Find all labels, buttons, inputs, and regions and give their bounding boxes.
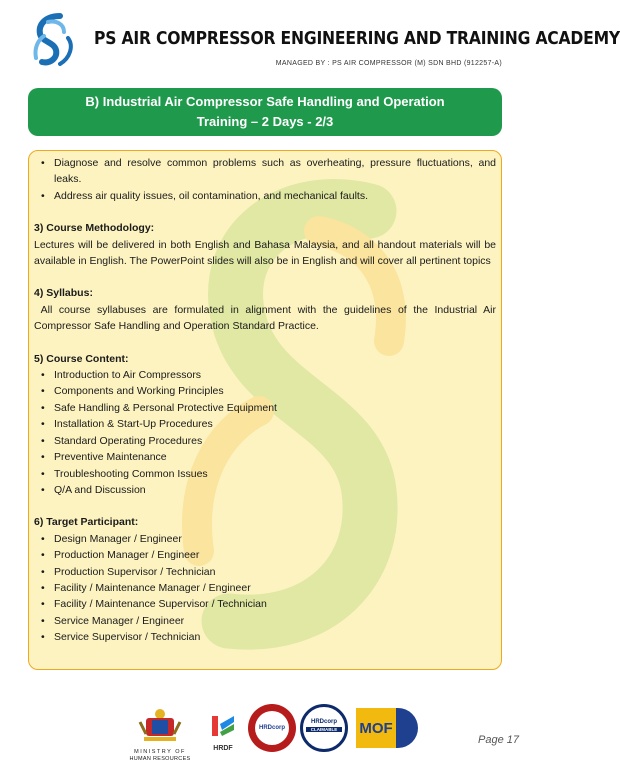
course-title-line-2: Training – 2 Days - 2/3 (196, 114, 334, 129)
mof-label: MOF (356, 708, 396, 748)
list-item: • Standard Operating Procedures (34, 433, 496, 449)
hrdcorp-claimable-brand: HRDcorp (310, 719, 337, 725)
list-item: • Diagnose and resolve common problems such as overheating, pressure fluctuations, and leaks. (34, 155, 496, 188)
mof-logo-icon (356, 708, 418, 748)
hrdcorp-registered-label: HRDcorp (255, 711, 289, 745)
methodology-heading: 3) Course Methodology: (34, 222, 155, 235)
methodology-text: Lectures will be delivered in both English and Bahasa Malaysia, and all handout materials will be available in English. The PowerPoint slides will also be in English and will cover all pertinent topics (34, 238, 496, 268)
list-item: • Address air quality issues, oil contamination, and mechanical faults. (34, 188, 496, 204)
course-content-heading: 5) Course Content: (34, 352, 129, 365)
list-item: • Troubleshooting Common Issues (34, 466, 496, 482)
course-content-list (34, 367, 496, 498)
hrdcorp-claimable-badge-icon (300, 704, 348, 752)
list-item: • Safe Handling & Personal Protective Equipment (34, 400, 496, 416)
list-item: • Production Manager / Engineer (34, 547, 496, 563)
hrdcorp-claimable-label: CLAIMABLE (306, 727, 342, 732)
list-item: • Installation & Start-Up Procedures (34, 416, 496, 432)
hrdcorp-registered-badge-icon (248, 704, 296, 752)
syllabus-text: All course syllabuses are formulated in alignment with the guidelines of the Industrial Air Compressor Safe Handling and Operation Standard Practice. (34, 303, 499, 333)
page-number: Page 17 (478, 734, 519, 746)
target-participant-list (34, 531, 496, 646)
hrdf-label: HRDF (213, 745, 233, 752)
list-item: • Production Supervisor / Technician (34, 564, 496, 580)
ministry-label-2: HUMAN RESOURCES (129, 756, 191, 762)
academy-title: PS AIR COMPRESSOR ENGINEERING AND TRAINING ACADEMY (94, 28, 620, 49)
list-item: • Design Manager / Engineer (34, 531, 496, 547)
page-header (0, 0, 620, 82)
managed-by-text: MANAGED BY : PS AIR COMPRESSOR (M) SDN BHD (912257-A) (275, 60, 502, 67)
list-item: • Service Manager / Engineer (34, 613, 496, 629)
footer-logos (0, 700, 542, 768)
list-item: • Q/A and Discussion (34, 482, 496, 498)
list-item: • Introduction to Air Compressors (34, 367, 496, 383)
list-item: • Service Supervisor / Technician (34, 629, 496, 645)
course-details-panel (28, 150, 502, 670)
list-item: • Facility / Maintenance Manager / Engineer (34, 580, 496, 596)
course-title-banner (28, 88, 502, 136)
ministry-crest-icon (128, 704, 192, 764)
ministry-label-1: MINISTRY OF (134, 749, 186, 755)
ps-logo-icon (30, 12, 78, 70)
course-title-line-1: B) Industrial Air Compressor Safe Handling and Operation (85, 94, 445, 109)
syllabus-heading: 4) Syllabus: (34, 287, 93, 300)
list-item: • Preventive Maintenance (34, 449, 496, 465)
hrdf-logo-icon (206, 710, 240, 764)
list-item: • Components and Working Principles (34, 383, 496, 399)
intro-bullet-list (34, 155, 496, 204)
list-item: • Facility / Maintenance Supervisor / Technician (34, 596, 496, 612)
target-participant-heading: 6) Target Participant: (34, 516, 139, 529)
